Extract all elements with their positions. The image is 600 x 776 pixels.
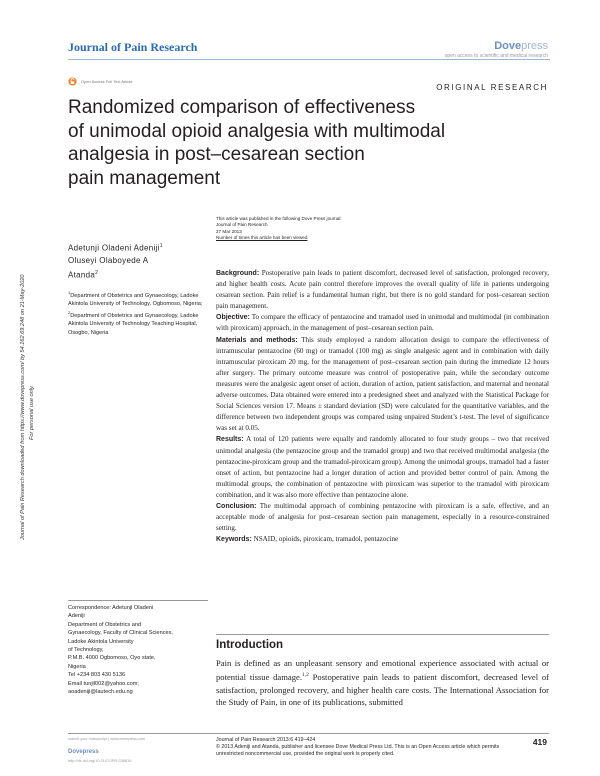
page-number: 419 [532,737,547,747]
title-line: pain management [68,167,221,189]
corr-line: Adeniji [68,613,85,620]
pubinfo-date: 27 Mar 2013 [216,228,242,234]
abstract-text: To compare the efficacy of pentazocine and tramadol used in unimodal and multimodal (in combination with piroxicam) approach, in the management of post–cesarean section pain. [216,313,549,333]
affil-text: Department of Obstetrics and Gynaecology, Ladoke Akintola University of Technology, Ogbomoso, Nigeria; [68,292,203,308]
publisher-logo-bold: Dove [494,40,522,52]
views-link[interactable]: Number of times this article has been viewed [216,234,308,240]
publisher-logo-light: press [521,40,548,52]
abstract-text: -test. The level of significance was set at 0.05. [216,413,549,433]
open-access-label: Open Access Full Text Article [81,79,133,84]
abstract-italic: t [459,413,462,422]
pubinfo-line: This article was published in the following Dove Press journal: [216,216,342,221]
author-name: Adetunji Oladeni Adeniji [68,243,160,253]
title-line: analgesia in post–cesarean section [68,144,365,165]
abstract-text: Postoperative pain leads to patient discomfort, decreased level of satisfaction, prolonged recovery, and higher health costs. Acute pain control therefore improves the overall quality of life in patients undergoing cesarean section. Pain relief is a fundamental human right, but there is no gold standard for post–cesarean section pain management. [216,269,549,311]
intro-paragraph [216,657,549,708]
affil-sup: 2 [68,309,71,315]
abstract-label: Background: [216,270,260,277]
footer-citation-block [216,737,526,758]
abstract-label: Objective: [216,314,250,322]
abstract-label: Keywords: [216,536,252,544]
footer-divider [68,733,549,734]
citation-sup[interactable]: 1,2 [302,672,309,679]
corr-line: Tel +234 803 430 5136 [68,672,126,679]
author-affil-sup: 2 [95,269,99,276]
corr-line: Ladoke Akintola University [68,638,134,645]
abstract-conclusion [216,501,549,534]
intro-divider [216,634,549,635]
abstract-label: Conclusion: [216,502,257,510]
download-watermark [8,150,48,550]
affiliations [68,289,210,337]
abstract-keywords [216,534,549,545]
corr-line: P.M.B. 4000 Ogbomoso, Oyo state, [68,655,156,662]
title-line: of unimodal opioid analgesia with multimodal [68,120,446,142]
section-heading: Introduction [216,639,284,651]
doi-link[interactable]: http://dx.doi.org/10.2147/JPR.S38819 [68,759,132,763]
submit-link[interactable]: submit your manuscript | www.dovepress.com [68,737,146,741]
header-divider [68,59,550,60]
abstract-text: A total of 120 patients were equally and randomly allocated to four study groups – two that received unimodal analgesia (the pentazocine group and the tramadol group) and two that received multimodal analgesia (the pentazocine-piroxicam group and the tramadol-piroxicam group). Among the unimodal groups, tramadol had a faster onset of action, but pentazocine had a longer duration of action and provided better control of pain. Among the multimodal groups, the combination of pentazocine with piroxicam was superior to the tramadol with piroxicam combination, and it was also more effective than pentazocine alone. [216,435,549,499]
corr-email[interactable]: aoadeniji@lautech.edu.ng [68,689,133,696]
publication-info [216,216,342,241]
abstract-background [216,268,549,312]
open-access-badge [68,77,133,86]
corr-line: Gynaecology, Faculty of Clinical Sciences, [68,630,173,637]
download-note: Journal of Pain Research downloaded from https://www.dovepress.com/ by 54.162.69.248 on 21-May-2020 [20,274,26,540]
open-access-lock-icon [68,77,77,86]
article-title [68,96,508,190]
author-affil-sup: 1 [159,243,163,249]
abstract-text: This study employed a random allocation design to compare the effectiveness of intramuscular pentazocine (60 mg) or tramadol (100 mg) as single analgesic agent and in combination with daily intramuscular piroxicam 20 mg, for the management of post–cesarean section pain during the immediate 12 hours after surgery. The primary outcome measure was control of postoperative pain, while the secondary outcome measures were the analgesic agent onset of action, duration of action, patient satisfaction, and maternal and neonatal adverse outcomes. Data obtained were entered into a predesigned sheet and analyzed with the Statistical Package for Social Sciences version 17. Means ± standard deviation (SD) were calculated for the quantitative variables, and the difference between two independent groups was compared using unpaired Student’s [216,335,549,422]
author-name: Atanda [68,270,96,280]
footer-copyright: © 2013 Adeniji and Atanda, publisher and licensee Dove Medical Press Ltd. This is an Open Access article which permits unrestricted noncommercial use, provided the original work is properly cited. [216,744,500,757]
affil-text: Department of Obstetrics and Gynaecology, Ladoke Akintola University of Technology Teaching Hospital, Osogbo, Nigeria [68,312,199,336]
publisher-tagline: open access to scientific and medical research [444,53,548,59]
personal-use-note: For personal use only. [29,385,35,440]
abstract-label: Materials and methods: [216,336,298,344]
intro-text: Postoperative pain leads to patient discomfort, decreased level of satisfaction, prolonged recovery, and higher health care costs. The International Association for the Study of Pain, in one of its publications, submitted [216,672,550,708]
pubinfo-journal: Journal of Pain Research [216,222,268,228]
abstract-methods [216,335,549,435]
abstract-objective [216,312,549,334]
title-line: Randomized comparison of effectiveness [68,97,416,118]
corr-line: Correspondence: Adetunji Oladeni [68,605,154,611]
abstract-text: NSAID, opioids, piroxicam, tramadol, pentazocine [253,535,399,544]
journal-title[interactable]: Journal of Pain Research [68,40,198,54]
abstract [216,268,549,545]
abstract-label: Results: [216,436,244,444]
intro-text: Pain is defined as an unpleasant sensory and emotional experience associated with actual or potential tissue damage. [216,658,549,683]
publisher-logo[interactable] [494,40,548,52]
abstract-results [216,434,549,501]
footer-citation: Journal of Pain Research 2013:6 419–424 [216,737,316,743]
abstract-text: The multimodal approach of combining pentazocine with piroxicam is a safe, effective, and an acceptable mode of analgesia for post–cesarean section pain management, especially in a resource-constrained setting. [216,501,549,533]
author-list [68,240,208,281]
correspondence-block [68,604,208,696]
footer-logo[interactable]: Dovepress [68,749,99,755]
affil-sup: 1 [68,290,71,295]
correspondence-divider [68,600,208,601]
corr-line: Department of Obstetrics and [68,621,142,628]
article-type: ORIGINAL RESEARCH [436,83,548,92]
corr-line: of Technology, [68,647,104,654]
author-name: Oluseyi Olaboyede A [68,255,149,265]
corr-line: Nigeria [68,663,86,670]
corr-email[interactable]: Email tunjil002@yahoo.com; [68,680,139,687]
